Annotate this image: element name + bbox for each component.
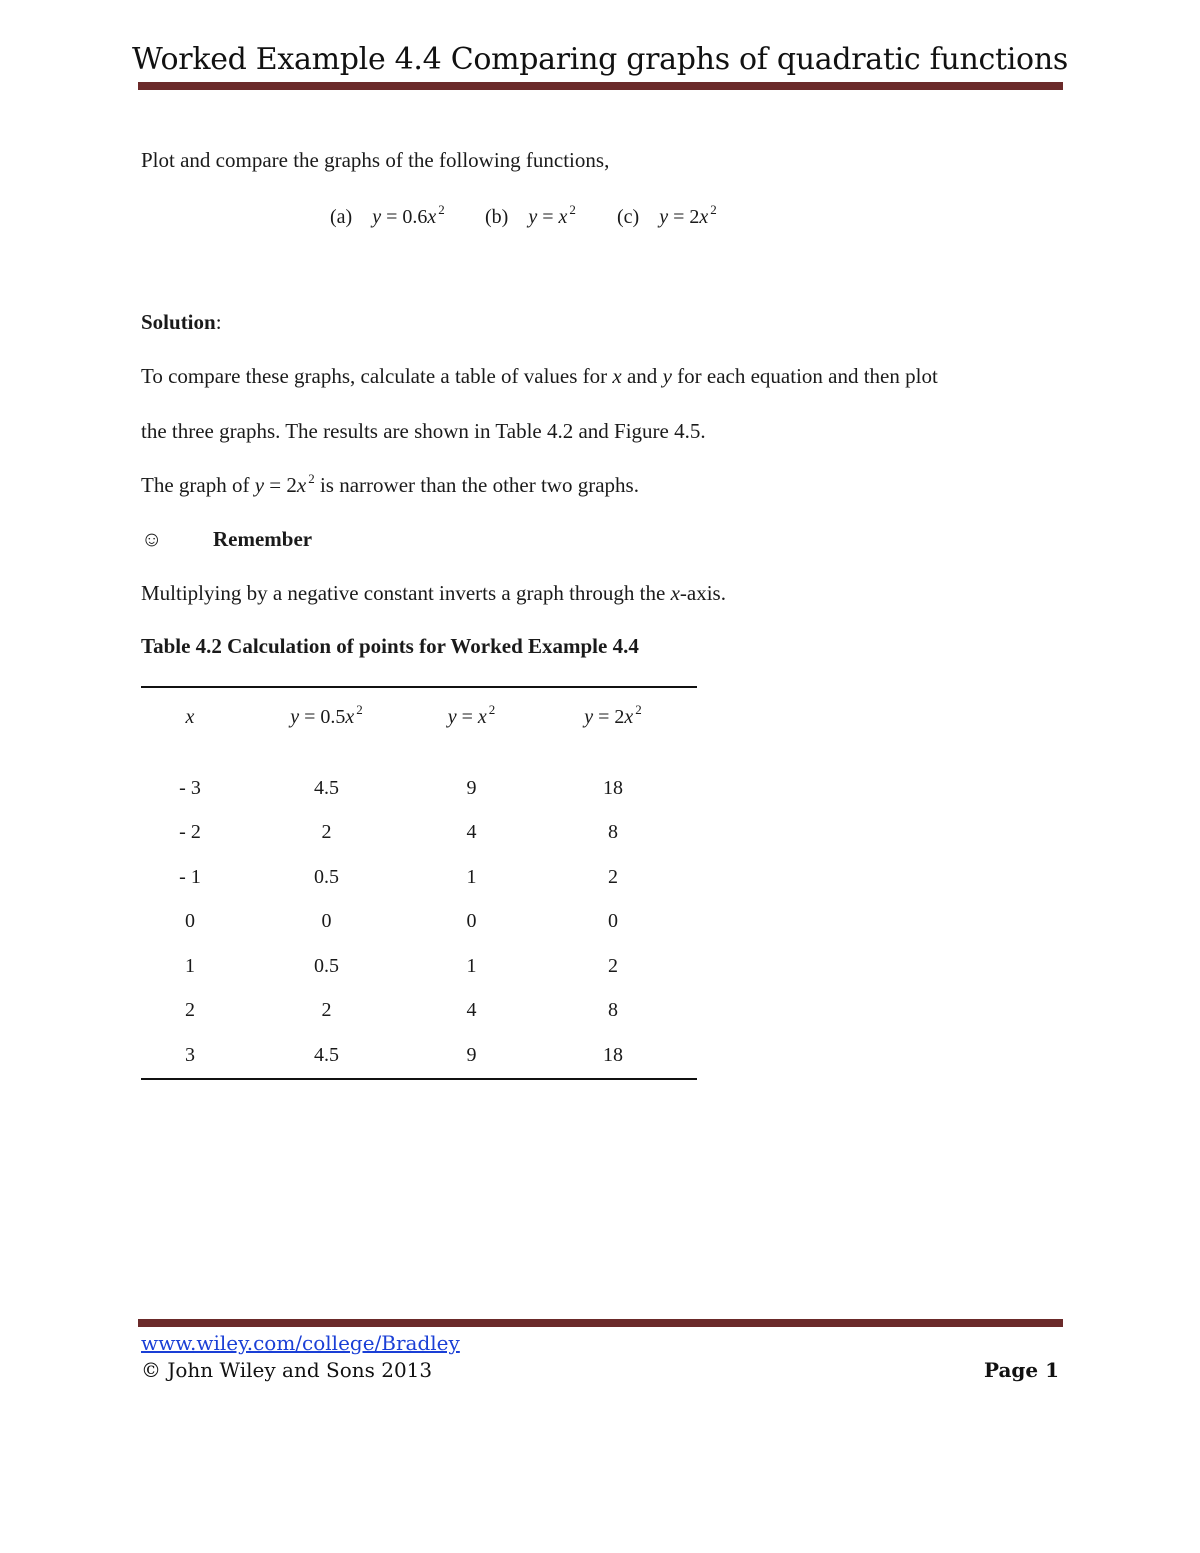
table-row: - 2 2 4 8	[179, 821, 618, 844]
table-header-row	[141, 687, 697, 746]
table-row: 1 0.5 1 2	[185, 954, 618, 977]
column-header: y = 2x $^2$	[584, 701, 642, 728]
table-spacer-row	[141, 746, 697, 766]
function-a: (a) y = 0.6x $^2$	[330, 202, 445, 228]
function-label: (a)	[330, 206, 353, 228]
table-row: - 1 0.5 1 2	[179, 865, 618, 888]
column-header: y = x $^2$	[447, 701, 496, 728]
solution-line-2: the three graphs. The results are shown in Table 4.2 and Figure 4.5.	[141, 419, 706, 443]
values-table	[141, 686, 697, 1080]
footer-rule	[138, 1319, 1063, 1327]
table-caption: Table 4.2 Calculation of points for Worked Example 4.4	[141, 634, 639, 658]
solution-heading: Solution:	[141, 310, 222, 334]
smiley-icon: ☺	[141, 527, 163, 551]
header-rule	[138, 82, 1063, 90]
copyright-text: © John Wiley and Sons 2013	[141, 1358, 433, 1382]
remember-text: Multiplying by a negative constant inverts a graph through the x-axis.	[141, 581, 726, 605]
function-c: (c) y = 2x $^2$	[617, 202, 717, 228]
table-row: 3 4.5 9 18	[185, 1043, 623, 1066]
table-row: 2 2 4 8	[185, 999, 618, 1022]
page-number: Page 1	[983, 1358, 1059, 1382]
table-row: - 3 4.5 9 18	[179, 776, 623, 799]
function-label: (b)	[485, 206, 509, 228]
intro-text: Plot and compare the graphs of the following functions,	[141, 148, 610, 172]
solution-line-1: To compare these graphs, calculate a table of values for x and y for each equation and then plot	[141, 364, 938, 388]
page-header-title: Worked Example 4.4 Comparing graphs of quadratic functions	[132, 42, 1068, 77]
function-label: (c)	[617, 206, 640, 228]
solution-line-3: The graph of y = 2x $^2$ is narrower than the other two graphs.	[141, 471, 639, 497]
remember-heading: Remember	[213, 527, 313, 551]
column-header: y = 0.5x $^2$	[290, 701, 363, 728]
function-b: (b) y = x $^2$	[485, 202, 576, 228]
wiley-link[interactable]: www.wiley.com/college/Bradley	[141, 1331, 460, 1355]
column-header: x	[185, 705, 195, 728]
table-row: 0 0 0 0	[185, 910, 618, 933]
